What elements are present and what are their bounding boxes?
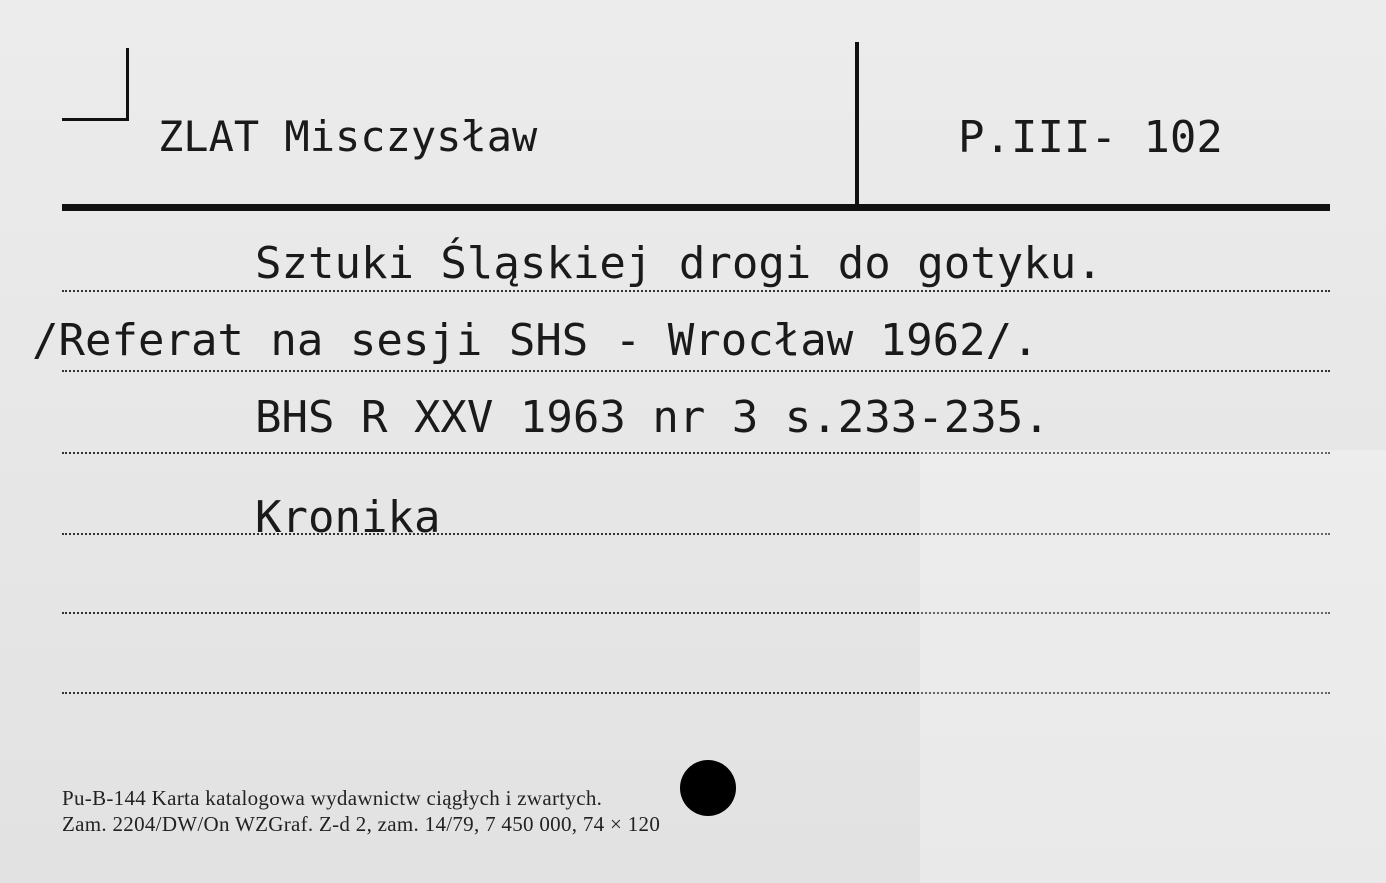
header-rule	[62, 204, 1330, 211]
ruled-line-6	[62, 692, 1330, 694]
ruled-line-4	[62, 533, 1330, 535]
ruled-line-5	[62, 612, 1330, 614]
title-line: Sztuki Śląskiej drogi do gotyku.	[255, 238, 1103, 289]
corner-bracket-horizontal	[62, 118, 129, 121]
note-line: /Referat na sesji SHS - Wrocław 1962/.	[32, 315, 1039, 366]
ruled-line-3	[62, 452, 1330, 454]
source-line: BHS R XXV 1963 nr 3 s.233-235.	[255, 392, 1050, 443]
corner-bracket-vertical	[126, 48, 129, 118]
call-number: P.III- 102	[958, 112, 1223, 163]
ruled-line-1	[62, 290, 1330, 292]
header-divider	[855, 42, 859, 204]
punch-hole	[680, 760, 736, 816]
ruled-line-2	[62, 370, 1330, 372]
footer-line-1: Pu-B-144 Karta katalogowa wydawnictw ciągłych i zwartych.	[62, 786, 603, 810]
section-line: Kronika	[255, 492, 441, 543]
footer-line-2: Zam. 2204/DW/On WZGraf. Z-d 2, zam. 14/79, 7 450 000, 74 × 120	[62, 812, 661, 836]
author-name: ZLAT Misczysław	[158, 112, 538, 161]
